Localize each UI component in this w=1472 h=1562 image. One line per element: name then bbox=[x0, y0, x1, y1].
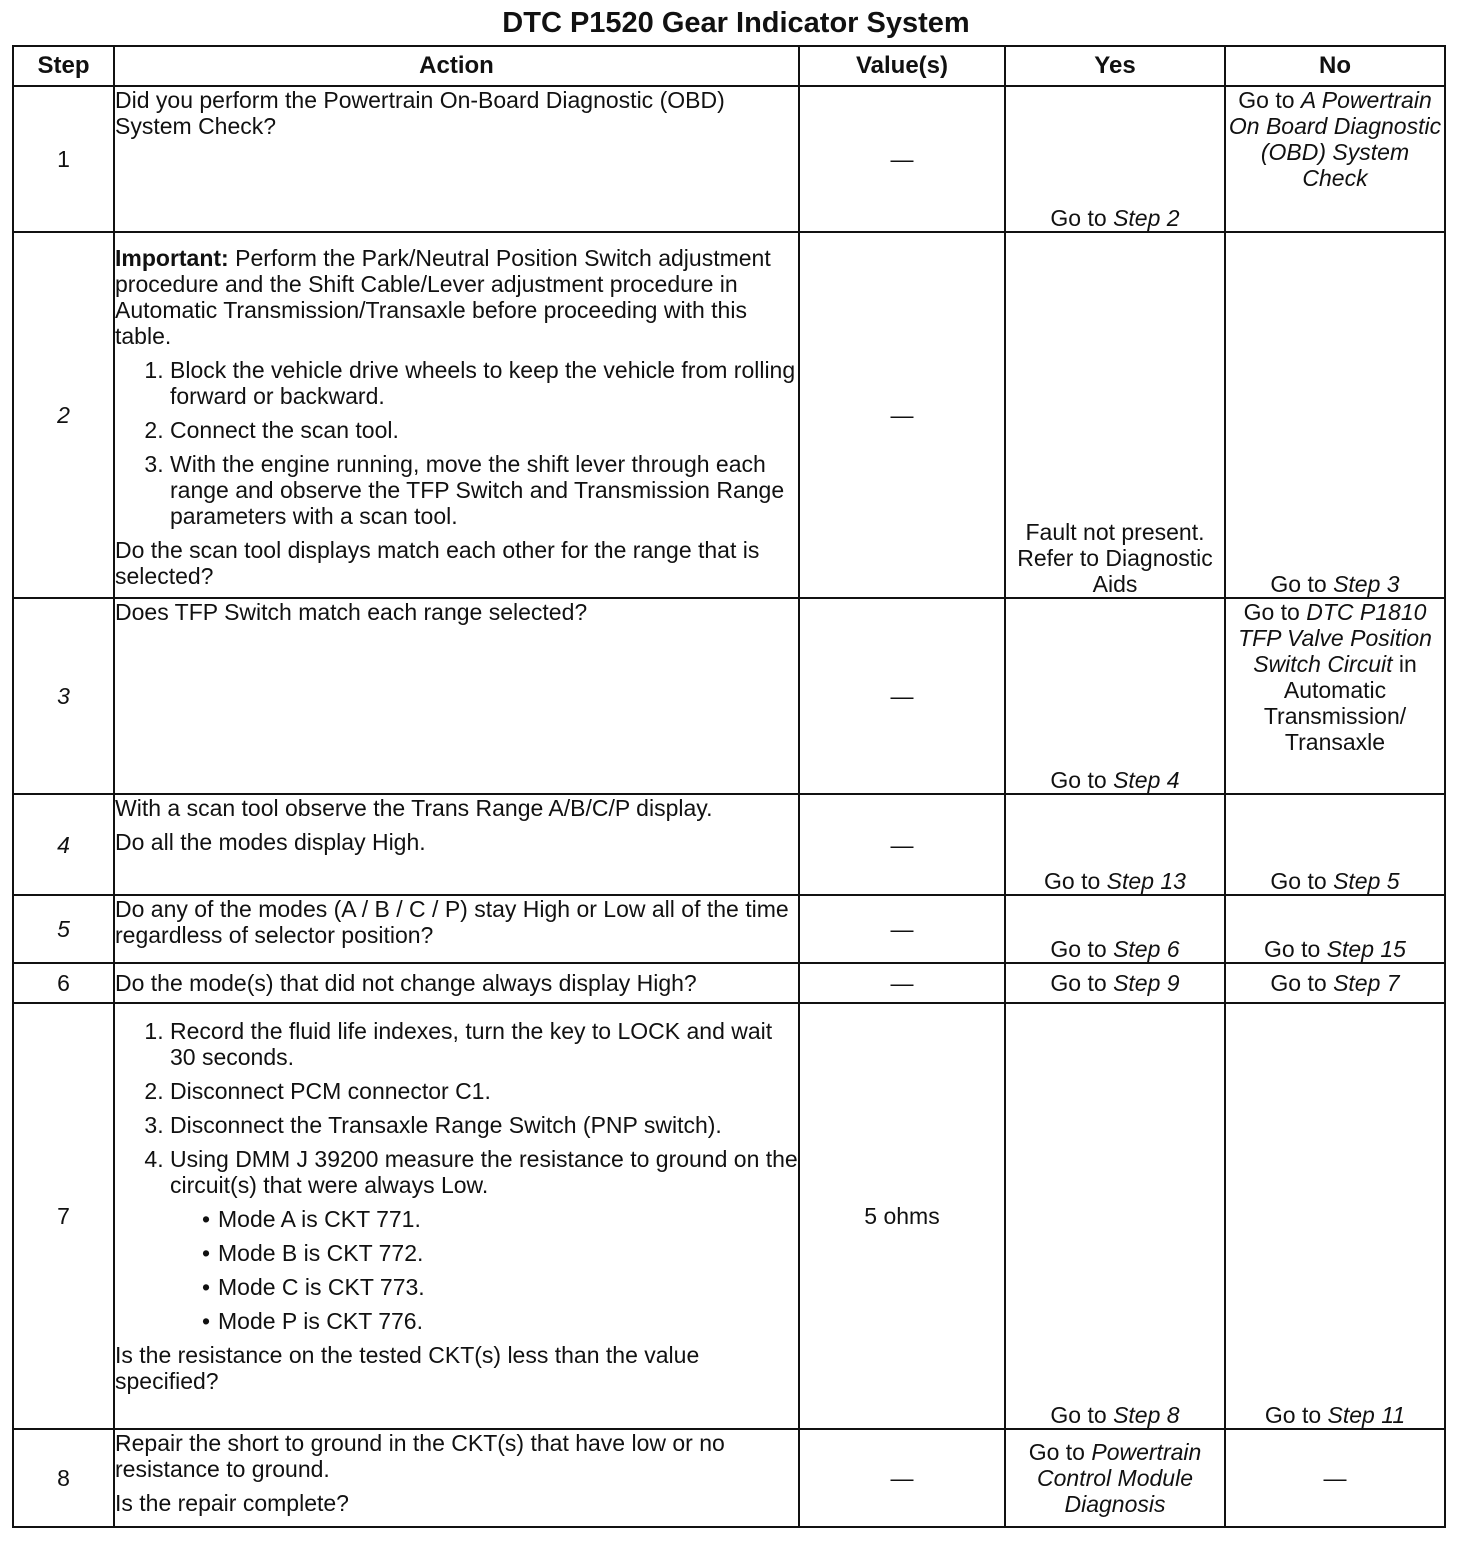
table-header-row bbox=[13, 46, 1445, 86]
step-number: 6 bbox=[13, 963, 114, 1003]
diagnostic-table bbox=[12, 45, 1446, 1528]
value-cell: — bbox=[799, 895, 1005, 963]
action-cell bbox=[114, 963, 799, 1003]
no-step-link: Step 5 bbox=[1333, 868, 1400, 894]
no-cell: Go to Step 11 bbox=[1225, 1003, 1445, 1429]
yes-cell: Go to Step 6 bbox=[1005, 895, 1225, 963]
no-step-link: A Powertrain On Board Diagnostic (OBD) System Check bbox=[1228, 87, 1442, 191]
step-number: 5 bbox=[13, 895, 114, 963]
list-item: 2. Connect the scan tool. bbox=[170, 417, 798, 443]
bullet-item: • Mode C is CKT 773. bbox=[202, 1274, 798, 1300]
no-step-link: Step 15 bbox=[1326, 936, 1406, 962]
action-text: Does TFP Switch match each range selected? bbox=[115, 599, 588, 625]
table-row bbox=[13, 1003, 1445, 1429]
no-step-link: Step 11 bbox=[1327, 1402, 1406, 1428]
question-text: Do all the modes display High. bbox=[115, 829, 426, 855]
value-cell: 5 ohms bbox=[799, 1003, 1005, 1429]
bullet-item: • Mode B is CKT 772. bbox=[202, 1240, 798, 1266]
yes-cell: Go to Powertrain Control Module Diagnosis bbox=[1005, 1429, 1225, 1527]
list-item: 2. Disconnect PCM connector C1. bbox=[170, 1078, 798, 1104]
list-item: 3. With the engine running, move the shift lever through each range and observe the TFP Switch and Transmission Range parameters with a scan tool. bbox=[170, 451, 798, 529]
step-number: 7 bbox=[13, 1003, 114, 1429]
table-row bbox=[13, 232, 1445, 598]
yes-cell: Go to Step 8 bbox=[1005, 1003, 1225, 1429]
header-values: Value(s) bbox=[799, 46, 1005, 86]
yes-step-link: Step 4 bbox=[1113, 767, 1180, 793]
no-cell: — bbox=[1225, 1429, 1445, 1527]
value-cell: — bbox=[799, 598, 1005, 794]
table-row bbox=[13, 895, 1445, 963]
step-number: 4 bbox=[13, 794, 114, 895]
yes-step-link: Step 2 bbox=[1113, 205, 1180, 231]
no-step-link: Step 7 bbox=[1333, 970, 1400, 996]
step-number: 1 bbox=[13, 86, 114, 232]
value-cell: — bbox=[799, 1429, 1005, 1527]
action-text: Repair the short to ground in the CKT(s) that have low or no resistance to ground. bbox=[115, 1430, 725, 1482]
yes-step-link: Step 6 bbox=[1113, 936, 1180, 962]
procedure-list bbox=[115, 1018, 798, 1334]
table-row bbox=[13, 963, 1445, 1003]
header-yes: Yes bbox=[1005, 46, 1225, 86]
action-text: Do any of the modes (A / B / C / P) stay High or Low all of the time regardless of selector position? bbox=[115, 896, 789, 948]
no-dtc-link: DTC P1810 TFP Valve Position Switch Circuit bbox=[1238, 599, 1432, 677]
action-cell bbox=[114, 1429, 799, 1527]
procedure-list bbox=[115, 357, 798, 529]
question-text: Is the resistance on the tested CKT(s) less than the value specified? bbox=[115, 1342, 700, 1394]
list-item: 4. Using DMM J 39200 measure the resistance to ground on the circuit(s) that were always Low. • Mode A is CKT 771. • Mode B is CKT 772. • Mode C is CKT 773. • Mode P is CKT 776. bbox=[170, 1146, 798, 1334]
value-cell: — bbox=[799, 232, 1005, 598]
header-no: No bbox=[1225, 46, 1445, 86]
action-text: Did you perform the Powertrain On-Board Diagnostic (OBD) System Check? bbox=[115, 87, 725, 139]
yes-cell: Go to Step 2 bbox=[1005, 86, 1225, 232]
yes-step-link: Step 8 bbox=[1113, 1402, 1180, 1428]
table-row bbox=[13, 1429, 1445, 1527]
yes-cell: Go to Step 13 bbox=[1005, 794, 1225, 895]
table-row bbox=[13, 598, 1445, 794]
question-text: Is the repair complete? bbox=[115, 1490, 349, 1516]
no-cell: Go to DTC P1810 TFP Valve Position Switch Circuit in Automatic Transmission/ Transaxle bbox=[1225, 598, 1445, 794]
list-item: 3. Disconnect the Transaxle Range Switch (PNP switch). bbox=[170, 1112, 798, 1138]
no-cell: Go to A Powertrain On Board Diagnostic (OBD) System Check bbox=[1225, 86, 1445, 232]
action-cell bbox=[114, 232, 799, 598]
step-number: 3 bbox=[13, 598, 114, 794]
step-number: 2 bbox=[13, 232, 114, 598]
action-cell bbox=[114, 1003, 799, 1429]
table-row bbox=[13, 794, 1445, 895]
list-item: 1. Block the vehicle drive wheels to keep the vehicle from rolling forward or backward. bbox=[170, 357, 798, 409]
value-cell: — bbox=[799, 963, 1005, 1003]
action-text: Do the mode(s) that did not change always display High? bbox=[115, 970, 697, 996]
action-text: With a scan tool observe the Trans Range A/B/C/P display. bbox=[115, 795, 713, 821]
no-cell: Go to Step 7 bbox=[1225, 963, 1445, 1003]
value-cell: — bbox=[799, 794, 1005, 895]
yes-step-link: Step 9 bbox=[1113, 970, 1180, 996]
value-cell: — bbox=[799, 86, 1005, 232]
no-cell: Go to Step 5 bbox=[1225, 794, 1445, 895]
step-number: 8 bbox=[13, 1429, 114, 1527]
circuit-list bbox=[170, 1206, 798, 1334]
bullet-item: • Mode A is CKT 771. bbox=[202, 1206, 798, 1232]
document-title: DTC P1520 Gear Indicator System bbox=[502, 7, 970, 39]
yes-step-link: Step 13 bbox=[1106, 868, 1186, 894]
no-cell: Go to Step 3 bbox=[1225, 232, 1445, 598]
action-cell bbox=[114, 895, 799, 963]
header-action: Action bbox=[114, 46, 799, 86]
action-cell bbox=[114, 86, 799, 232]
yes-cell: Go to Step 4 bbox=[1005, 598, 1225, 794]
yes-diagnosis-link: Powertrain Control Module Diagnosis bbox=[1037, 1439, 1202, 1517]
no-cell: Go to Step 15 bbox=[1225, 895, 1445, 963]
important-note: Important: Perform the Park/Neutral Position Switch adjustment procedure and the Shift Cable/Lever adjustment procedure in Automatic Transmission/Transaxle before proceeding with this table. bbox=[115, 245, 771, 349]
table-row bbox=[13, 86, 1445, 232]
yes-cell: Fault not present. Refer to Diagnostic Aids bbox=[1005, 232, 1225, 598]
action-cell bbox=[114, 794, 799, 895]
header-step: Step bbox=[13, 46, 114, 86]
no-step-link: Step 3 bbox=[1333, 571, 1400, 597]
action-cell bbox=[114, 598, 799, 794]
list-item: 1. Record the fluid life indexes, turn the key to LOCK and wait 30 seconds. bbox=[170, 1018, 798, 1070]
bullet-item: • Mode P is CKT 776. bbox=[202, 1308, 798, 1334]
yes-cell: Go to Step 9 bbox=[1005, 963, 1225, 1003]
question-text: Do the scan tool displays match each other for the range that is selected? bbox=[115, 537, 760, 589]
